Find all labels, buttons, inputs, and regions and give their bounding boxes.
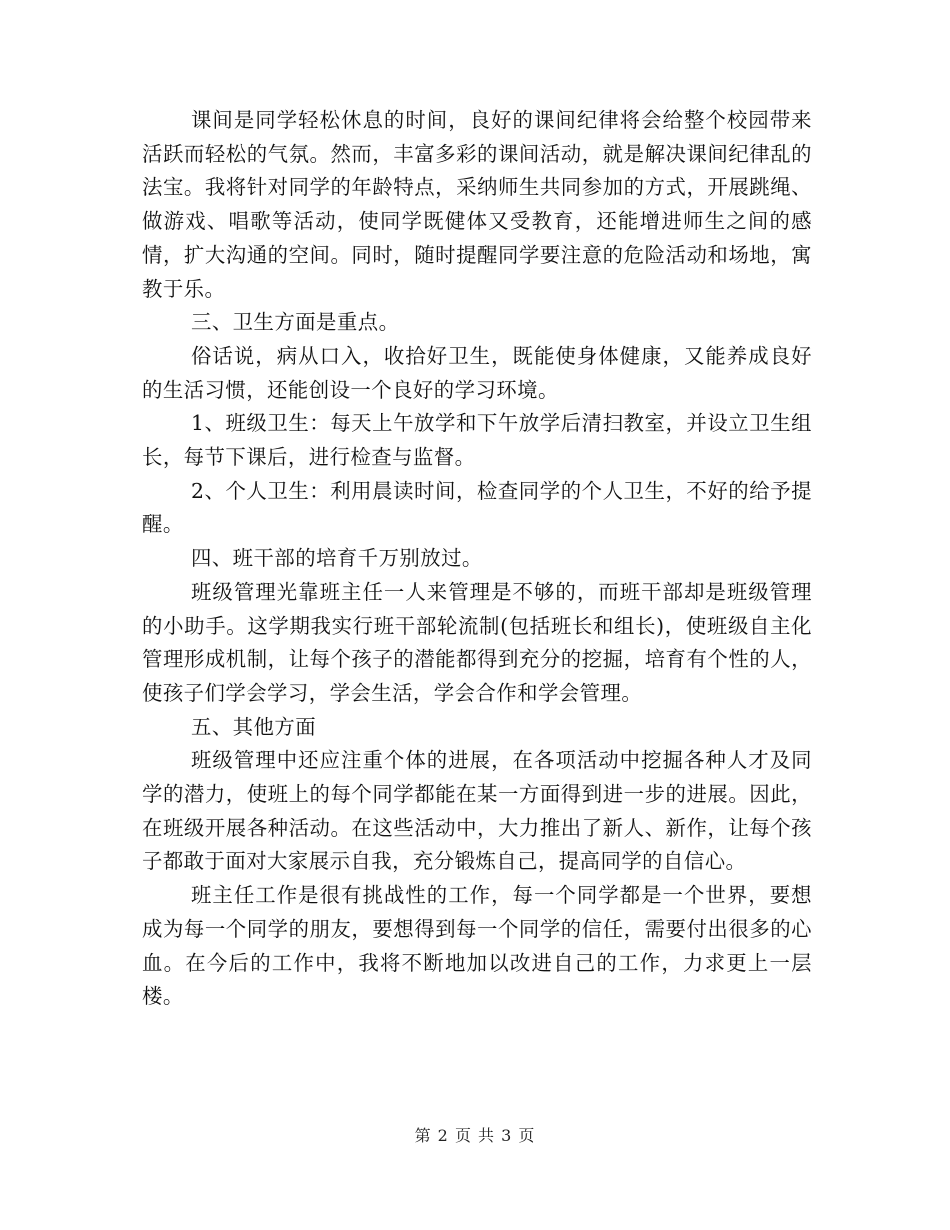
paragraph-conclusion: 班主任工作是很有挑战性的工作，每一个同学都是一个世界，要想成为每一个同学的朋友，要想得到每一个同学的信任，需要付出很多的心血。在今后的工作中，我将不断地加以改进自己的工作，力求更上一层楼。: [142, 883, 812, 1009]
paragraph-recess-discipline: 课间是同学轻松休息的时间，良好的课间纪律将会给整个校园带来活跃而轻松的气氛。然而，丰富多彩的课间活动，就是解决课间纪律乱的法宝。我将针对同学的年龄特点，采纳师生共同参加的方式，开展跳绳、做游戏、唱歌等活动，使同学既健体又受教育，还能增进师生之间的感情，扩大沟通的空间。同时，随时提醒同学要注意的危险活动和场地，寓教于乐。: [142, 108, 812, 301]
paragraph-individual-development: 班级管理中还应注重个体的进展，在各项活动中挖掘各种人才及同学的潜力，使班上的每个同学都能在某一方面得到进一步的进展。因此，在班级开展各种活动。在这些活动中，大力推出了新人、新作，让每个孩子都敢于面对大家展示自我，充分锻炼自己，提高同学的自信心。: [142, 748, 812, 874]
page-number-footer: 第 2 页 共 3 页: [414, 1126, 536, 1145]
paragraph-hygiene-intro: 俗话说，病从口入，收拾好卫生，既能使身体健康，又能养成良好的生活习惯，还能创设一个良好的学习环境。: [142, 343, 812, 402]
heading-hygiene: 三、卫生方面是重点。: [191, 310, 400, 335]
document-body: [142, 104, 812, 1014]
paragraph-class-hygiene: 1、班级卫生：每天上午放学和下午放学后清扫教室，并设立卫生组长，每节下课后，进行检查与监督。: [142, 411, 812, 470]
paragraph-personal-hygiene: 2、个人卫生：利用晨读时间，检查同学的个人卫生，不好的给予提醒。: [142, 478, 812, 537]
heading-other-aspects: 五、其他方面: [191, 714, 317, 739]
paragraph-class-cadres: 班级管理光靠班主任一人来管理是不够的，而班干部却是班级管理的小助手。这学期我实行班干部轮流制(包括班长和组长)，使班级自主化管理形成机制，让每个孩子的潜能都得到充分的挖掘，培育有个性的人，使孩子们学会学习，学会生活，学会合作和学会管理。: [142, 579, 812, 705]
heading-class-cadres: 四、班干部的培育千万别放过。: [191, 546, 483, 571]
